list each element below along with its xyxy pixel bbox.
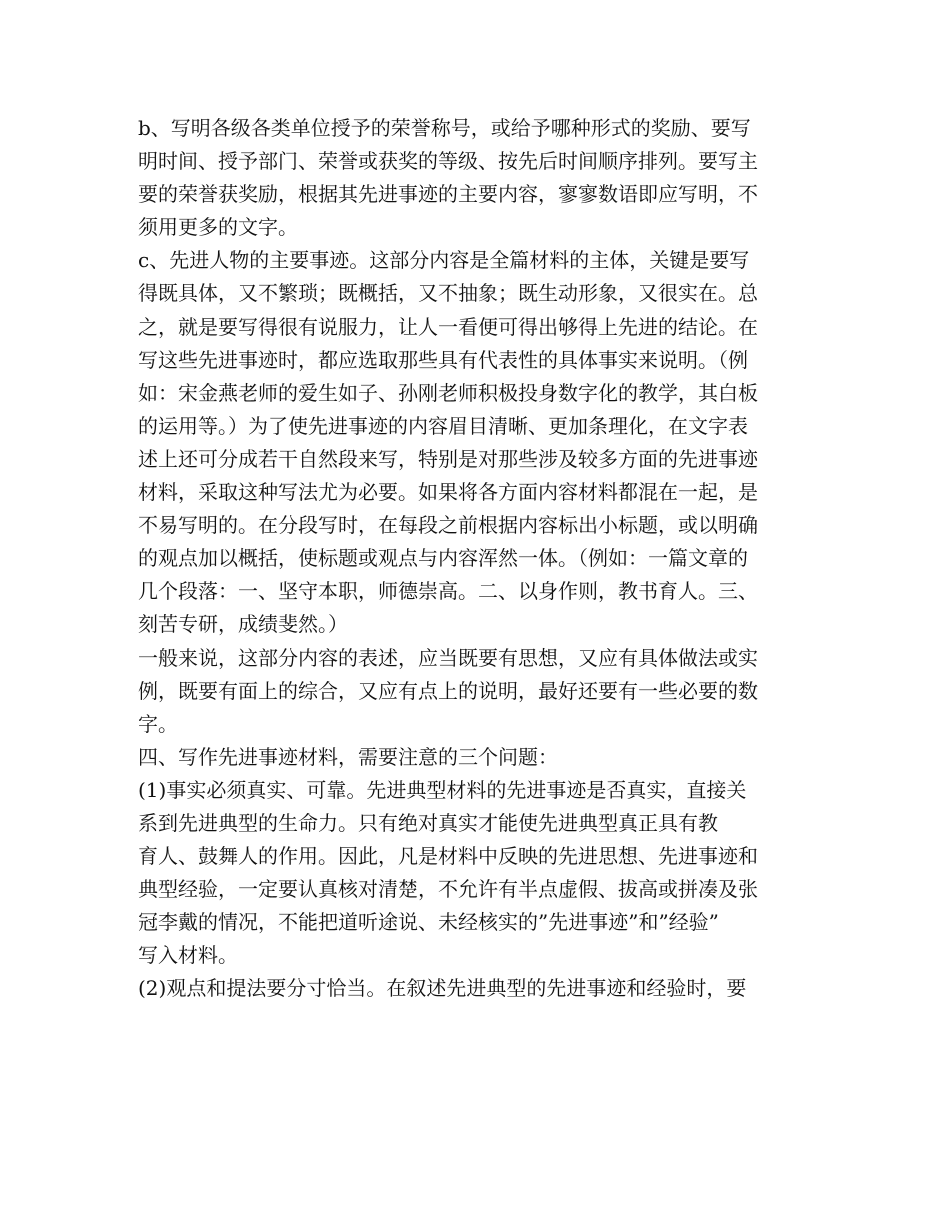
text-line: 写这些先进事迹时，都应选取那些具有代表性的具体事实来说明。（例 [138, 347, 748, 372]
text-line: 育人、鼓舞人的作用。因此，凡是材料中反映的先进思想、先进事迹和 [138, 844, 758, 869]
text-line: 明时间、授予部门、荣誉或获奖的等级、按先后时间顺序排列。要写主 [138, 149, 758, 174]
text-line: 得既具体，又不繁琐；既概括，又不抽象；既生动形象，又很实在。总 [138, 281, 758, 306]
text-line: 刻苦专研，成绩斐然。） [138, 612, 348, 637]
text-line: (2)观点和提法要分寸恰当。在叙述先进典型的先进事迹和经验时，要 [138, 976, 747, 1001]
document-body [138, 112, 818, 1006]
text-line: (1)事实必须真实、可靠。先进典型材料的先进事迹是否真实，直接关 [138, 777, 747, 802]
text-line: 之，就是要写得很有说服力，让人一看便可得出够得上先进的结论。在 [138, 314, 758, 339]
text-line: 的运用等。）为了使先进事迹的内容眉目清晰、更加条理化，在文字表 [138, 413, 748, 438]
text-line: 系到先进典型的生命力。只有绝对真实才能使先进典型真正具有教 [138, 810, 718, 835]
text-line: 材料，采取这种写法尤为必要。如果将各方面内容材料都混在一起，是 [138, 480, 758, 505]
text-line: 冠李戴的情况，不能把道听途说、未经核实的”先进事迹”和”经验” [138, 910, 719, 935]
section-heading: 四、写作先进事迹材料，需要注意的三个问题： [138, 744, 558, 769]
text-line: c、先进人物的主要事迹。这部分内容是全篇材料的主体，关键是要写 [138, 248, 750, 273]
text-line: b、写明各级各类单位授予的荣誉称号，或给予哪种形式的奖励、要写 [138, 116, 751, 140]
text-line: 不易写明的。在分段写时，在每段之前根据内容标出小标题，或以明确 [138, 513, 758, 538]
text-line: 如：宋金燕老师的爱生如子、孙刚老师积极投身数字化的教学，其白板 [138, 380, 758, 405]
text-line: 典型经验，一定要认真核对清楚，不允许有半点虚假、拔高或拼凑及张 [138, 877, 758, 902]
text-line: 字。 [138, 711, 178, 736]
text-line: 的观点加以概括，使标题或观点与内容浑然一体。（例如：一篇文章的 [138, 546, 748, 571]
text-line: 须用更多的文字。 [138, 215, 298, 240]
text-line: 几个段落：一、坚守本职，师德崇高。二、以身作则，教书育人。三、 [138, 579, 758, 604]
text-line: 写入材料。 [138, 943, 238, 968]
text-line: 一般来说，这部分内容的表述，应当既要有思想，又应有具体做法或实 [138, 645, 758, 670]
text-line: 例，既要有面上的综合，又应有点上的说明，最好还要有一些必要的数 [138, 678, 758, 703]
text-line: 述上还可分成若干自然段来写，特别是对那些涉及较多方面的先进事迹 [138, 446, 758, 471]
text-line: 要的荣誉获奖励，根据其先进事迹的主要内容，寥寥数语即应写明，不 [138, 182, 758, 207]
